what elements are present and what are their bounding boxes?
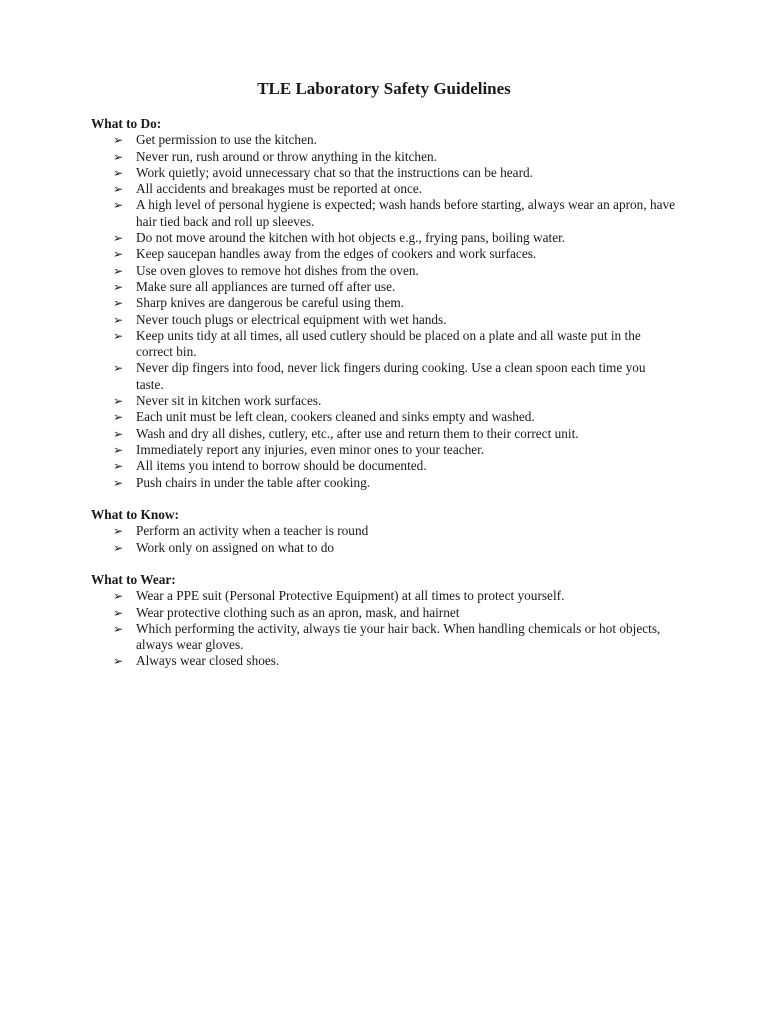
arrowhead-bullet-icon: ➢ bbox=[113, 654, 124, 669]
list-item bbox=[91, 409, 691, 425]
arrowhead-bullet-icon: ➢ bbox=[113, 621, 124, 636]
section-heading-what-to-wear: What to Wear: bbox=[91, 572, 176, 587]
arrowhead-bullet-icon: ➢ bbox=[113, 540, 124, 555]
list-item-text: All accidents and breakages must be reported at once. bbox=[136, 181, 423, 197]
section-what-to-wear bbox=[91, 572, 691, 670]
list-item bbox=[91, 475, 691, 491]
arrowhead-bullet-icon: ➢ bbox=[113, 296, 124, 311]
arrowhead-bullet-icon: ➢ bbox=[113, 149, 124, 164]
arrowhead-bullet-icon: ➢ bbox=[113, 605, 124, 620]
list-item-text: Which performing the activity, always tie your hair back. When handling chemicals or hot objects, always wear gloves. bbox=[136, 620, 661, 653]
arrowhead-bullet-icon: ➢ bbox=[113, 247, 124, 262]
list-item bbox=[91, 588, 691, 604]
list-item-text: Use oven gloves to remove hot dishes from the oven. bbox=[136, 262, 419, 278]
section-what-to-do bbox=[91, 116, 691, 491]
list-item-text: Sharp knives are dangerous be careful using them. bbox=[136, 295, 405, 311]
list-item bbox=[91, 523, 691, 539]
arrowhead-bullet-icon: ➢ bbox=[113, 410, 124, 425]
list-item bbox=[91, 279, 691, 295]
bullet-list-what-to-know bbox=[91, 523, 691, 556]
list-item-text: All items you intend to borrow should be documented. bbox=[136, 458, 427, 474]
section-what-to-know bbox=[91, 507, 691, 556]
arrowhead-bullet-icon: ➢ bbox=[113, 361, 124, 376]
list-item bbox=[91, 263, 691, 279]
list-item bbox=[91, 295, 691, 311]
list-item bbox=[91, 540, 691, 556]
list-item-text: Keep saucepan handles away from the edges of cookers and work surfaces. bbox=[136, 246, 537, 262]
arrowhead-bullet-icon: ➢ bbox=[113, 165, 124, 180]
arrowhead-bullet-icon: ➢ bbox=[113, 459, 124, 474]
section-heading-what-to-know: What to Know: bbox=[91, 507, 179, 522]
list-item bbox=[91, 442, 691, 458]
arrowhead-bullet-icon: ➢ bbox=[113, 328, 124, 343]
list-item-text: Wash and dry all dishes, cutlery, etc., after use and return them to their correct unit. bbox=[136, 425, 579, 441]
list-item-text: Immediately report any injuries, even minor ones to your teacher. bbox=[136, 441, 485, 457]
list-item bbox=[91, 393, 691, 409]
list-item bbox=[91, 230, 691, 246]
list-item bbox=[91, 360, 691, 393]
arrowhead-bullet-icon: ➢ bbox=[113, 426, 124, 441]
list-item-text: Never dip fingers into food, never lick fingers during cooking. Use a clean spoon each time you taste. bbox=[136, 360, 646, 392]
arrowhead-bullet-icon: ➢ bbox=[113, 475, 124, 490]
list-item bbox=[91, 653, 691, 669]
arrowhead-bullet-icon: ➢ bbox=[113, 394, 124, 409]
list-item-text: Work only on assigned on what to do bbox=[136, 539, 334, 555]
list-item-text: Always wear closed shoes. bbox=[136, 653, 280, 669]
list-item bbox=[91, 197, 691, 230]
arrowhead-bullet-icon: ➢ bbox=[113, 133, 124, 148]
list-item-text: Get permission to use the kitchen. bbox=[136, 132, 317, 148]
arrowhead-bullet-icon: ➢ bbox=[113, 198, 124, 213]
list-item bbox=[91, 132, 691, 148]
section-heading-what-to-do: What to Do: bbox=[91, 116, 162, 131]
bullet-list-what-to-do bbox=[91, 132, 691, 491]
arrowhead-bullet-icon: ➢ bbox=[113, 279, 124, 294]
list-item bbox=[91, 426, 691, 442]
list-item bbox=[91, 181, 691, 197]
arrowhead-bullet-icon: ➢ bbox=[113, 263, 124, 278]
list-item-text: Work quietly; avoid unnecessary chat so that the instructions can be heard. bbox=[136, 164, 533, 180]
list-item-text: Wear a PPE suit (Personal Protective Equipment) at all times to protect yourself. bbox=[136, 588, 565, 604]
list-item-text: Never sit in kitchen work surfaces. bbox=[136, 393, 322, 409]
arrowhead-bullet-icon: ➢ bbox=[113, 231, 124, 246]
list-item-text: Do not move around the kitchen with hot objects e.g., frying pans, boiling water. bbox=[136, 230, 566, 246]
arrowhead-bullet-icon: ➢ bbox=[113, 312, 124, 327]
list-item-text: Keep units tidy at all times, all used cutlery should be placed on a plate and all waste put in the correct bin. bbox=[136, 327, 641, 360]
list-item bbox=[91, 621, 691, 654]
arrowhead-bullet-icon: ➢ bbox=[113, 442, 124, 457]
list-item-text: Wear protective clothing such as an apron, mask, and hairnet bbox=[136, 604, 460, 620]
list-item-text: Each unit must be left clean, cookers cleaned and sinks empty and washed. bbox=[136, 409, 535, 425]
list-item bbox=[91, 149, 691, 165]
arrowhead-bullet-icon: ➢ bbox=[113, 182, 124, 197]
list-item-text: A high level of personal hygiene is expected; wash hands before starting, always wear an apron, have hair tied back and roll up sleeves. bbox=[136, 197, 676, 229]
list-item bbox=[91, 605, 691, 621]
list-item bbox=[91, 328, 691, 361]
list-item-text: Perform an activity when a teacher is round bbox=[136, 523, 369, 539]
list-item-text: Never touch plugs or electrical equipment with wet hands. bbox=[136, 311, 447, 327]
list-item-text: Make sure all appliances are turned off after use. bbox=[136, 278, 396, 294]
list-item bbox=[91, 312, 691, 328]
list-item-text: Push chairs in under the table after cooking. bbox=[136, 474, 371, 490]
bullet-list-what-to-wear bbox=[91, 588, 691, 669]
list-item-text: Never run, rush around or throw anything in the kitchen. bbox=[136, 148, 437, 164]
list-item bbox=[91, 165, 691, 181]
arrowhead-bullet-icon: ➢ bbox=[113, 589, 124, 604]
page-title: TLE Laboratory Safety Guidelines bbox=[257, 79, 511, 98]
arrowhead-bullet-icon: ➢ bbox=[113, 524, 124, 539]
list-item bbox=[91, 246, 691, 262]
list-item bbox=[91, 458, 691, 474]
